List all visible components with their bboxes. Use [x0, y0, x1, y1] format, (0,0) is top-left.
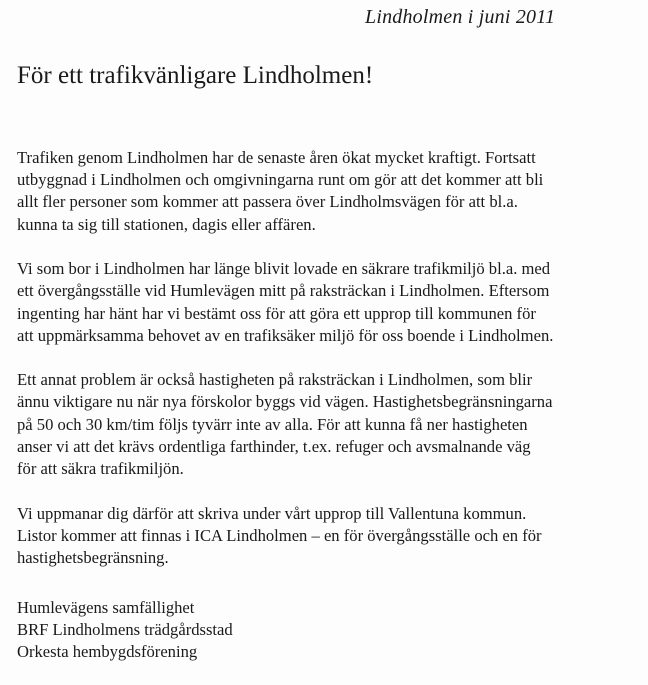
- paragraph: [17, 503, 643, 570]
- signature-block: [17, 597, 233, 664]
- text-line: på 50 och 30 km/tim följs tyvärr inte av alla. För att kunna få ner hastigheten: [17, 414, 528, 434]
- text-line: Trafiken genom Lindholmen har de senaste åren ökat mycket kraftigt. Fortsatt: [17, 148, 536, 167]
- signature-line: Orkesta hembygdsförening: [17, 642, 198, 662]
- text-line: ett övergångsställe vid Humlevägen mitt på raksträckan i Lindholmen. Eftersom: [17, 281, 550, 301]
- text-line: ingenting har hänt har vi bestämt oss för att göra ett upprop till kommunen för: [17, 303, 536, 323]
- dateline: Lindholmen i juni 2011: [365, 6, 556, 28]
- signature-line: BRF Lindholmens trädgårdsstad: [17, 620, 233, 640]
- paragraph: [17, 147, 643, 236]
- text-line: Vi som bor i Lindholmen har länge blivit lovade en säkrare trafikmiljö bl.a. med: [17, 259, 551, 279]
- text-line: hastighetsbegränsning.: [17, 547, 169, 567]
- paragraph: [17, 369, 643, 480]
- text-line: utbyggnad i Lindholmen och omgivningarna runt om gör att det kommer att bli: [17, 170, 544, 190]
- text-line: Vi uppmanar dig därför att skriva under vårt upprop till Vallentuna kommun.: [17, 503, 527, 523]
- text-line: Listor kommer att finnas i ICA Lindholmen – en för övergångsställe och en för: [17, 525, 542, 545]
- text-line: ännu viktigare nu när nya förskolor byggs vid vägen. Hastighetsbegränsningarna: [17, 392, 553, 412]
- text-line: att uppmärksamma behovet av en trafiksäker miljö för oss boende i Lindholmen.: [17, 325, 554, 345]
- signature-line: Humlevägens samfällighet: [17, 598, 195, 617]
- text-line: anser vi att det krävs ordentliga farthinder, t.ex. refuger och avsmalnande väg: [17, 436, 531, 456]
- text-line: för att säkra trafikmiljön.: [17, 459, 184, 479]
- paragraph: [17, 258, 643, 347]
- text-line: Ett annat problem är också hastigheten på raksträckan i Lindholmen, som blir: [17, 370, 533, 390]
- text-line: kunna ta sig till stationen, dagis eller affären.: [17, 214, 316, 234]
- letter-body: [17, 147, 643, 591]
- text-line: allt fler personer som kommer att passera över Lindholmsvägen för att bl.a.: [17, 192, 518, 212]
- letter-title: För ett trafikvänligare Lindholmen!: [17, 62, 374, 89]
